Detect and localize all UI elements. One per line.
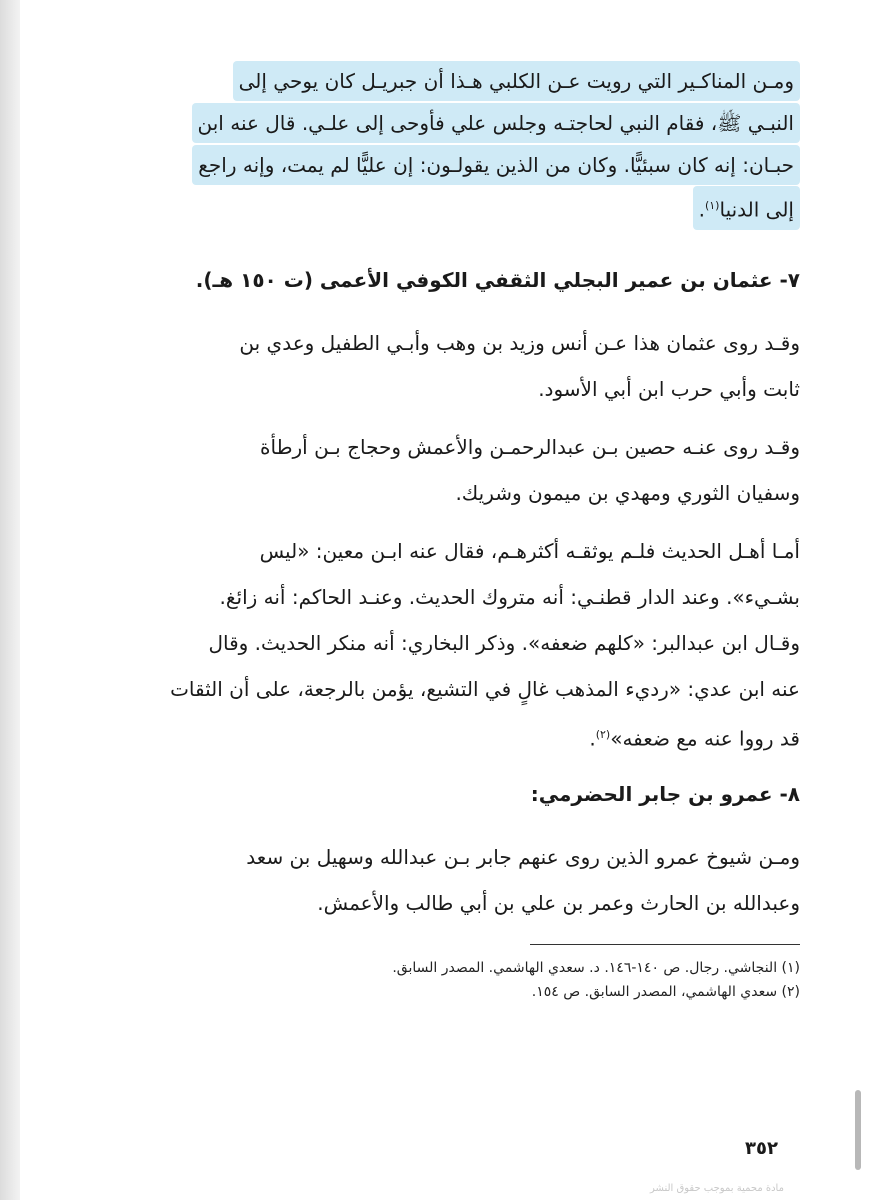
text-line: وقـال ابن عبدالبر: «كلهم ضعفه». وذكر البخاري: أنه منكر الحديث. وقال [208, 631, 800, 655]
text-line [120, 712, 800, 762]
highlight: النبـي ﷺ، فقام النبي لحاجتـه وجلس علي فأوحى إلى علـي. قال عنه ابن [192, 103, 800, 143]
highlight [693, 186, 800, 230]
text-line: أمـا أهـل الحديث فلـم يوثقـه أكثرهـم، فقال عنه ابـن معين: «ليس [259, 539, 800, 563]
text-fragment: قد رووا عنه مع ضعفه» [610, 726, 800, 751]
footnote-2: (٢) سعدي الهاشمي، المصدر السابق. ص ١٥٤. [531, 984, 800, 1000]
text-line: عنه ابن عدي: «رديء المذهب غالٍ في التشيع، يؤمن بالرجعة، على أن الثقات [170, 677, 800, 701]
document-page [20, 0, 873, 1200]
highlight: ومـن المناكـير التي رويت عـن الكلبي هـذا أن جبريـل كان يوحي إلى [233, 61, 800, 101]
text-line [120, 144, 800, 186]
section-heading-8: ٨- عمرو بن جابر الحضرمي: [530, 782, 800, 806]
paragraph-7a [120, 320, 800, 412]
text-fragment: . [589, 726, 596, 751]
paragraph-7b [120, 424, 800, 516]
highlighted-paragraph [120, 60, 800, 231]
text-line [120, 186, 800, 231]
footnote-1: (١) النجاشي. رجال. ص ١٤٠-١٤٦. د. سعدي الهاشمي. المصدر السابق. [392, 960, 800, 976]
paragraph-7c [120, 528, 800, 762]
highlight: حبـان: إنه كان سبئيًّا. وكان من الذين يقولـون: إن عليًّا لم يمت، وإنه راجع [192, 145, 800, 185]
footnote-divider [530, 944, 800, 945]
section-heading-7: ٧- عثمان بن عمير البجلي الثقفي الكوفي الأعمى (ت ١٥٠ هـ). [195, 268, 800, 292]
text-line [120, 60, 800, 102]
text-line: وسفيان الثوري ومهدي بن ميمون وشريك. [455, 481, 800, 505]
vertical-scrollbar[interactable] [855, 1090, 861, 1170]
text-line: وقـد روى عثمان هذا عـن أنس وزيد بن وهب وأبـي الطفيل وعدي بن [239, 331, 800, 355]
footnote-ref-1[interactable]: (١) [704, 199, 720, 212]
text-line: ثابت وأبي حرب ابن أبي الأسود. [538, 377, 800, 401]
paragraph-8 [120, 834, 800, 926]
page-number: ٣٥٢ [745, 1138, 778, 1159]
page-edge [0, 0, 20, 1200]
text-fragment: . [698, 197, 705, 222]
copyright-watermark: مادة محمية بموجب حقوق النشر [650, 1183, 784, 1194]
footnote-ref-2[interactable]: (٢) [595, 728, 611, 741]
text-line: وعبدالله بن الحارث وعمر بن علي بن أبي طالب والأعمش. [317, 891, 800, 915]
text-line: وقـد روى عنـه حصين بـن عبدالرحمـن والأعمش وحجاج بـن أرطأة [260, 435, 800, 459]
text-line [120, 102, 800, 144]
footnotes [120, 956, 800, 1004]
text-fragment: إلى الدنيا [719, 197, 794, 222]
text-line: بشـيء». وعند الدار قطنـي: أنه متروك الحديث. وعنـد الحاكم: أنه زائغ. [219, 585, 800, 609]
text-line: ومـن شيوخ عمرو الذين روى عنهم جابر بـن عبدالله وسهيل بن سعد [246, 845, 800, 869]
